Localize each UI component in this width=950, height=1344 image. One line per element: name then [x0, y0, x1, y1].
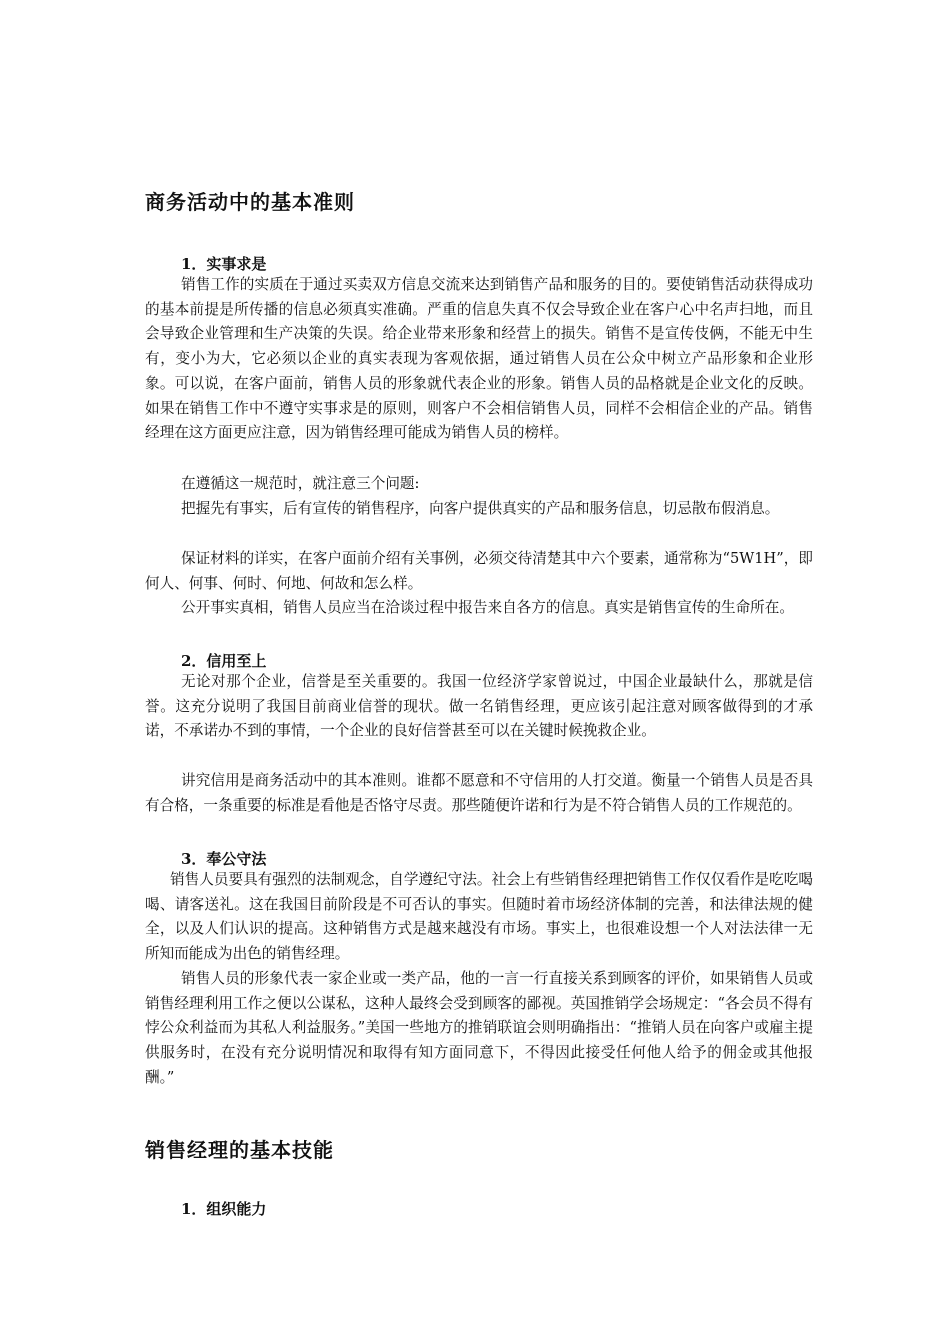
paragraph-credit-reputation: 无论对那个企业，信誉是至关重要的。我国一位经济学家曾说过，中国企业最缺什么，那就是信誉。这充分说明了我国目前商业信誉的现状。做一名销售经理，更应该引起注意对顾客做得到的才承诺，不承诺办不到的事情，一个企业的良好信誉甚至可以在关键时候挽救企业。 — [145, 673, 813, 740]
paragraph-facts-first: 把握先有事实，后有宣传的销售程序，向客户提供真实的产品和服务信息，切忌散布假消息。 — [181, 500, 780, 517]
subheading-truthfulness: 1．实事求是 — [181, 255, 267, 273]
subheading-credit-first: 2．信用至上 — [181, 652, 267, 670]
subheading-law-abiding: 3．奉公守法 — [181, 850, 267, 868]
paragraph-public-truth: 公开事实真相，销售人员应当在洽谈过程中报告来自各方的信息。真实是销售宣传的生命所在。 — [181, 599, 794, 616]
paragraph-credit-principle: 讲究信用是商务活动中的其本准则。谁都不愿意和不守信用的人打交道。衡量一个销售人员是否具有合格，一条重要的标准是看他是否恪守尽责。那些随便许诺和行为是不符合销售人员的工作规范的。 — [145, 772, 813, 814]
paragraph-5w1h: 保证材料的详实，在客户面前介绍有关事例，必须交待清楚其中六个要素，通常称为“5W1H”，即何人、何事、何时、何地、何故和怎么样。 — [145, 550, 813, 592]
paragraph-truthfulness-main: 销售工作的实质在于通过买卖双方信息交流来达到销售产品和服务的目的。要使销售活动获得成功的基本前提是所传播的信息必须真实准确。严重的信息失真不仅会导致企业在客户心中名声扫地，而且会导致企业管理和生产决策的失误。给企业带来形象和经营上的损失。销售不是宣传伎俩，不能无中生有，变小为大，它必须以企业的真实表现为客观依据，通过销售人员在公众中树立产品形象和企业形象。可以说，在客户面前，销售人员的形象就代表企业的形象。销售人员的品格就是企业文化的反映。如果在销售工作中不遵守实事求是的原则，则客户不会相信销售人员，同样不会相信企业的产品。销售经理在这方面更应注意，因为销售经理可能成为销售人员的榜样。 — [145, 276, 813, 442]
section-title-basic-principles: 商务活动中的基本准则 — [145, 190, 355, 214]
paragraph-law-awareness: 销售人员要具有强烈的法制观念，自学遵纪守法。社会上有些销售经理把销售工作仅仅看作是吃吃喝喝、请客送礼。这在我国目前阶段是不可否认的事实。但随时着市场经济体制的完善，和法律法规的健全，以及人们认识的提高。这种销售方式是越来越没有市场。事实上，也很难设想一个人对法法律一无所知而能成为出色的销售经理。 — [145, 871, 813, 963]
paragraph-sales-image: 销售人员的形象代表一家企业或一类产品，他的一言一行直接关系到顾客的评价，如果销售人员或销售经理利用工作之便以公谋私，这种人最终会受到顾客的鄙视。英国推销学会场规定：“各会员不得有悖公众利益而为其私人利益服务。”美国一些地方的推销联谊会则明确指出：“推销人员在向客户或雇主提供服务时，在没有充分说明情况和取得有知方面同意下，不得因此接受任何他人给予的佣金或其他报酬。” — [145, 970, 813, 1086]
paragraph-three-issues: 在遵循这一规范时，就注意三个问题: — [181, 475, 420, 492]
section-title-basic-skills: 销售经理的基本技能 — [145, 1138, 334, 1162]
subheading-organizational-ability: 1．组织能力 — [181, 1200, 267, 1218]
